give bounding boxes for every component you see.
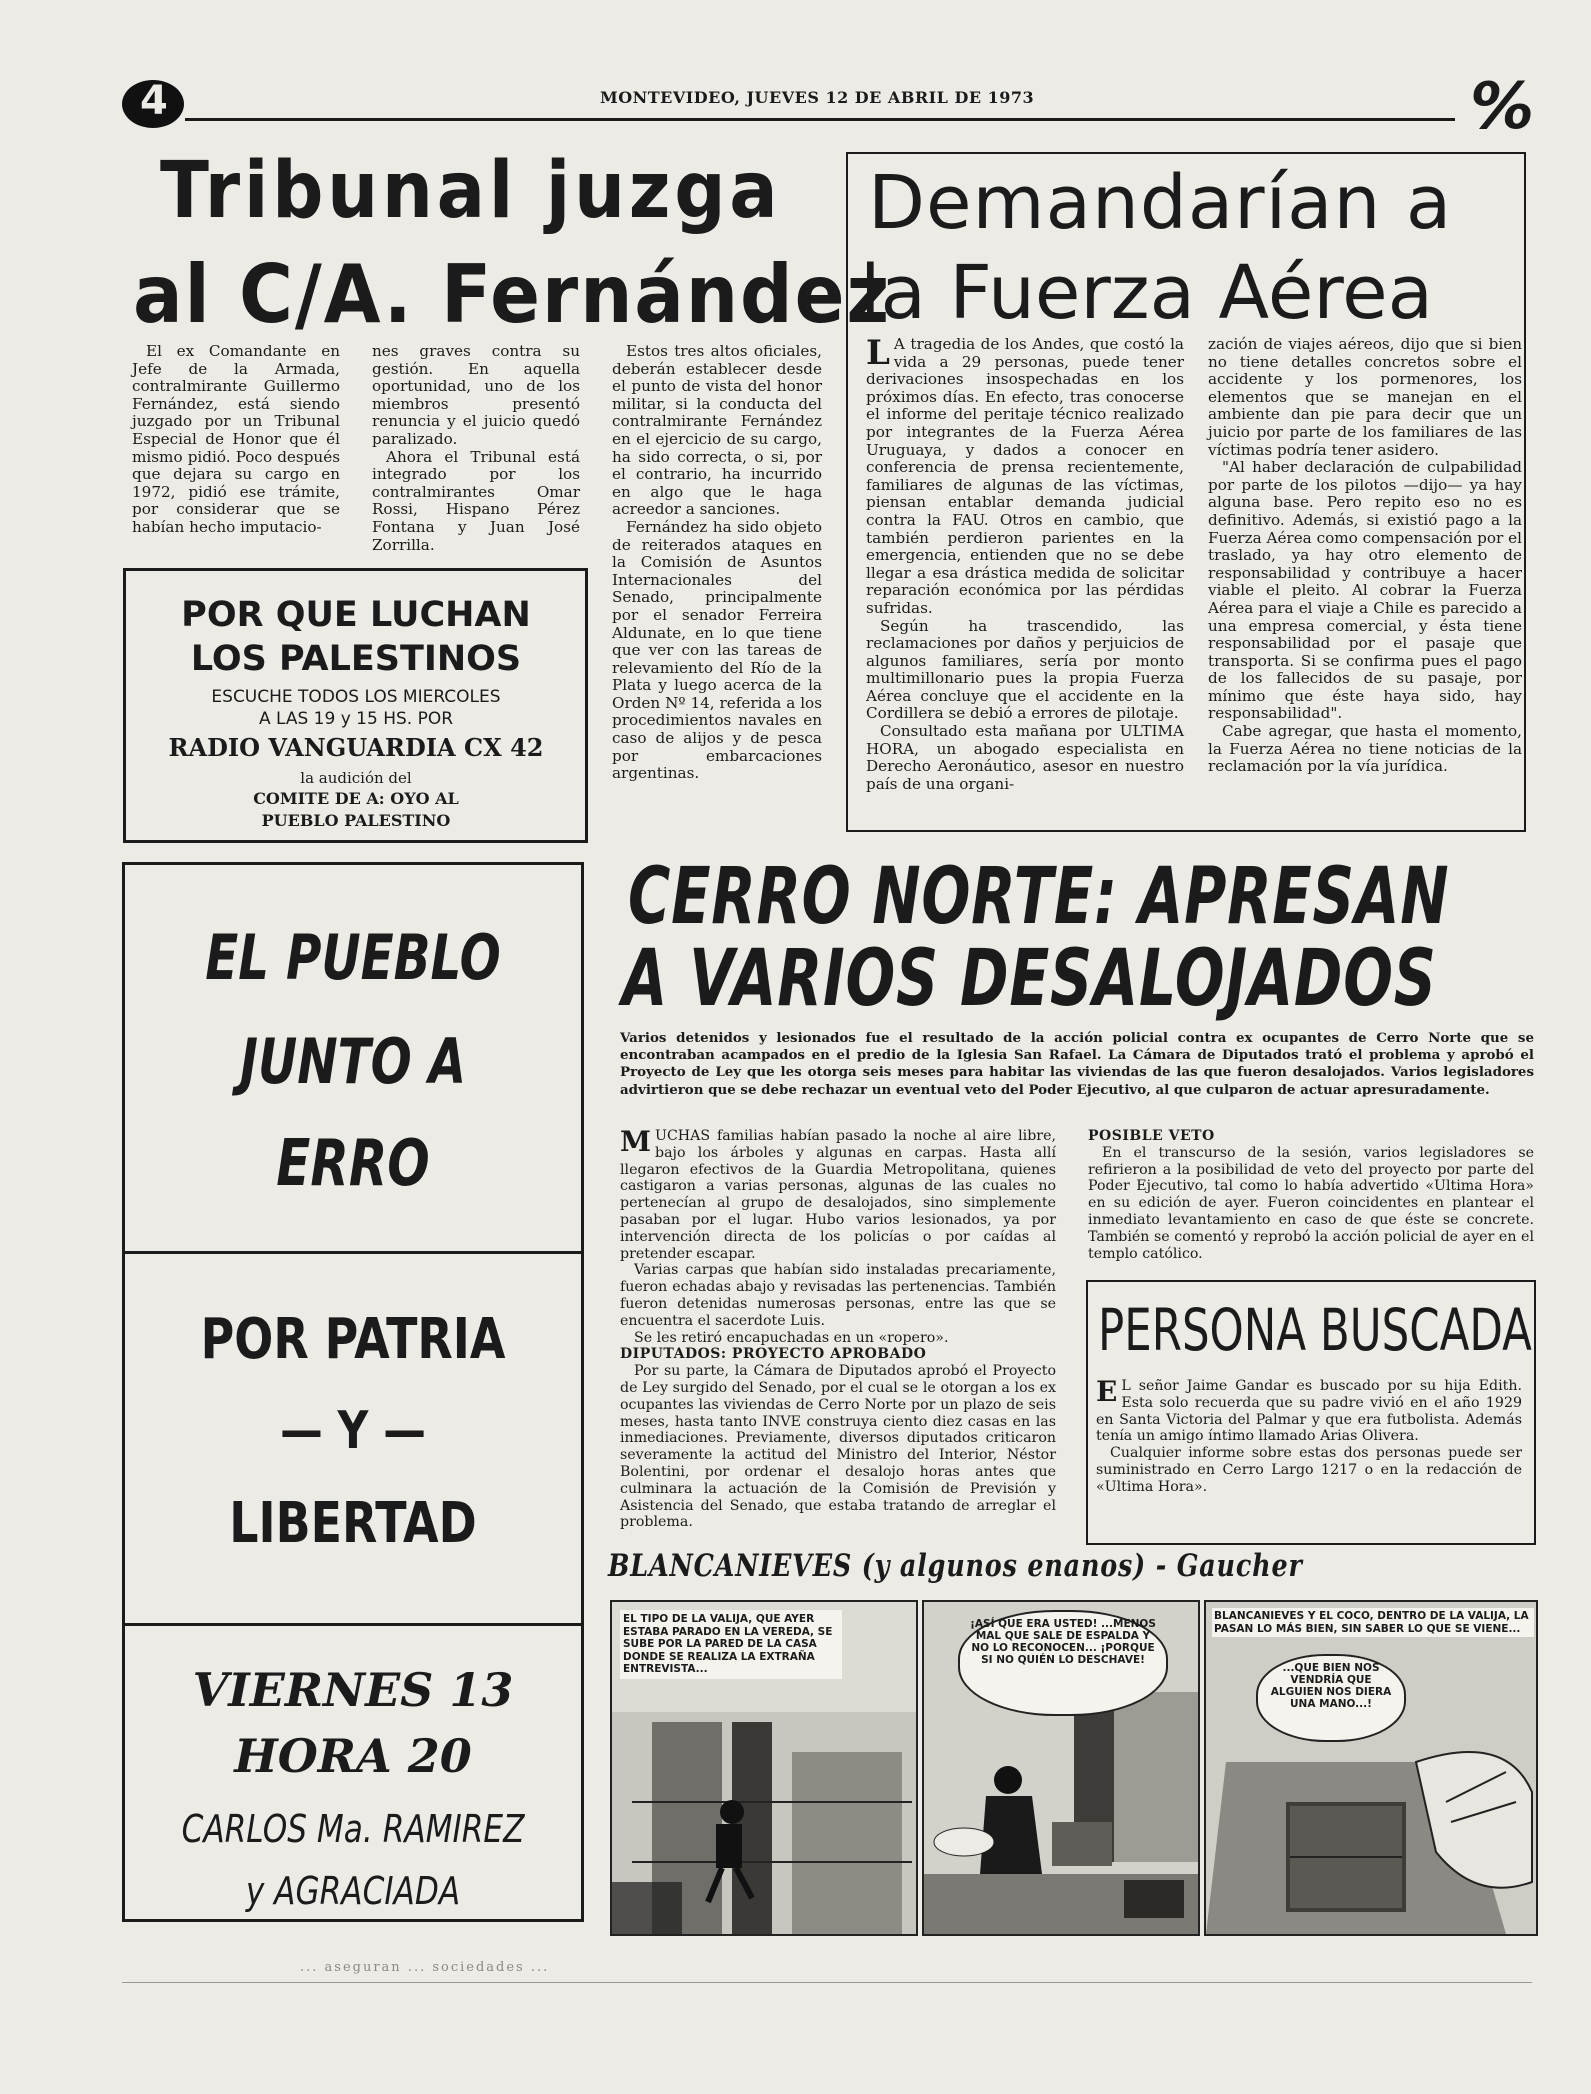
- dateline: MONTEVIDEO, JUEVES 12 DE ABRIL DE 1973: [600, 88, 1035, 107]
- tribunal-headline-1: Tribunal juzga: [160, 146, 782, 236]
- comic-panel-3-art: [1206, 1602, 1536, 1934]
- page-number: 4: [140, 78, 168, 124]
- tribunal-col2: nes graves contra su gestión. En aquella oportunidad, uno de los miembros presentó renuncia y el juicio quedó paralizado. Ahora el Tribunal está integrado por los contralmirantes Omar Rossi, Hispano Pérez Fontana y Juan José Zorrilla.: [372, 342, 580, 554]
- tribunal-headline-2: al C/A. Fernández: [133, 248, 892, 341]
- comic-panel-3-bubble: ...QUE BIEN NOS VENDRÍA QUE ALGUIEN NOS DIERA UNA MANO...!: [1256, 1654, 1406, 1742]
- comic-panel-1-caption: EL TIPO DE LA VALIJA, QUE AYER ESTABA PARADO EN LA VEREDA, SE SUBE POR LA PARED DE LA CASA DONDE SE REALIZA LA EXTRAÑA ENTREVISTA...: [620, 1610, 842, 1679]
- ad-palestinos-line8: PUEBLO PALESTINO: [261, 811, 451, 830]
- ad-erro-divider-2: [125, 1623, 581, 1626]
- tribunal-col3: Estos tres altos oficiales, deberán establecer desde el punto de vista del honor militar, si la conducta del contralmirante Fernández en el ejercicio de su cargo, ha sido correcta, o si, por el contrario, ha incurrido en algo que le haga acreedor a sanciones. Fernández ha sido objeto de reiterados ataques en la Comisión de Asuntos Internacionales del Senado, principalmente por el senador Ferreira Aldunate, en lo que tiene que ver con las tareas de relevamiento del Río de la Plata y luego acerca de la Orden Nº 14, referida a los procedimientos navales en caso de alijos y de pesca por embarcaciones argentinas.: [612, 342, 822, 783]
- ad-palestinos-line1: POR QUE LUCHAN: [181, 595, 531, 635]
- fuerza-aerea-headline-2: la Fuerza Aérea: [860, 250, 1434, 336]
- ad-palestinos-line4: A LAS 19 y 15 HS. POR: [258, 709, 454, 729]
- fuerza-aerea-col2: zación de viajes aéreos, dijo que si bien no tiene detalles concretos sobre el accidente y los pormenores, los elementos que se manejan en el ambiente dan pie para decir que un juicio por parte de los familiares de las víctimas podría tener asidero. "Al haber declaración de culpabilidad por parte de los pilotos —dijo— ya hay alguna base. Pero repito eso no es definitivo. Además, si existió pago a la Fuerza Aérea como compensación por el traslado, ya hay otro elemento de responsabilidad y contribuye a hacer viable el pleito. Al cobrar la Fuerza Aérea para el viaje a Chile es parecido a una empresa comercial, y ésta tiene responsabilidad por el pasaje que transporta. Si se confirma pues el pago de los fallecidos de su pasaje, por mínimo que éste haya sido, hay responsabilidad". Cabe agregar, que hasta el momento, la Fuerza Aérea no tiene noticias de la reclamación por la vía jurídica.: [1208, 335, 1522, 776]
- ad-erro-line5: — Y —: [280, 1401, 426, 1461]
- fuerza-aerea-col1: L A tragedia de los Andes, que costó la vida a 29 personas, puede tener derivaciones insospechadas en los próximos días. En efecto, tras conocerse el informe del peritaje técnico realizado por integrantes de la Fuerza Aérea Uruguaya, y dados a conocer en conferencia de prensa recientemente, familiares de algunas de las víctimas, piensan entablar demanda judicial contra la FAU. Otros en cambio, que también perdieron parientes en la emergencia, entienden que no se debe llegar a esa drástica medida de solicitar reparación económica por las pérdidas sufridas. Según ha trascendido, las reclamaciones por daños y perjuicios de algunos familiares, sería por monto multimillonario pues la propia Fuerza Aérea concluye que el accidente en la Cordillera se debió a errores de pilotaje. Consultado esta mañana por ULTIMA HORA, un abogado especialista en Derecho Aeronáutico, asesor en nuestro país de una organi-: [866, 333, 1184, 793]
- cerro-lead: Varios detenidos y lesionados fue el resultado de la acción policial contra ex ocupantes de Cerro Norte que se encontraban acampados en el predio de la Iglesia San Rafael. La Cámara de Diputados trató el problema y aprobó el Proyecto de Ley que les otorga seis meses para habitar las viviendas de las que fueron desalojados. Varios legisladores advirtieron que se debe rechazar un eventual veto del Poder Ejecutivo, al que culparon de actuar apresuradamente.: [620, 1030, 1534, 1098]
- comic-panel-1: [610, 1600, 918, 1936]
- comic-panel-3: [1204, 1600, 1538, 1936]
- ad-palestinos-line3: ESCUCHE TODOS LOS MIERCOLES: [211, 687, 501, 707]
- persona-body: E L señor Jaime Gandar es buscado por su hija Edith. Esta solo recuerda que su padre vivió en el año 1929 en Santa Victoria del Palmar y que era futbolista. Además tenía un amigo íntimo llamado Arias Olivera. Cualquier informe sobre estas dos personas puede ser suministrado en Cerro Largo 1217 o en la redacción de «Ultima Hora».: [1096, 1375, 1522, 1495]
- ad-palestinos-line5: RADIO VANGUARDIA CX 42: [168, 733, 544, 762]
- cerro-col1: MUCHAS familias habían pasado la noche al aire libre, bajo los árboles y algunas en carpas. Hasta allí llegaron efectivos de la Guardia Metropolitana, quienes castigaron a varias personas, algunas de las cuales no pertenecían al grupo de desalojados, sino simplemente pasaban por el lugar. Hubo varios lesionados, ya por intervención directa de los policías o por caídas al pretender escapar. Varias carpas que habían sido instaladas precariamente, fueron echadas abajo y revisadas las pertenencias. También fueron detenidas numerosas personas, entre las que se encuentra el sacerdote Luis. Se les retiró encapuchadas en un «ropero». DIPUTADOS: PROYECTO APROBADO Por su parte, la Cámara de Diputados aprobó el Proyecto de Ley surgido del Senado, por el cual se le otorgan a los ex ocupantes las viviendas de Cerro Norte por un plazo de seis meses, hasta tanto INVE construya ciento diez casas en las inmediaciones. Previamente, diversos diputados criticaron severamente la actitud del Ministro del Interior, Néstor Bolentini, por ordenar el desalojo horas antes que culminara la actuación de la Comisión de Previsión y Asistencia del Senado, que estaba tratando de arreglar el problema.: [620, 1125, 1056, 1531]
- fuerza-aerea-headline-1: Demandarían a: [868, 160, 1453, 246]
- newspaper-logo: %: [1470, 70, 1535, 144]
- comic-panel-2: [922, 1600, 1200, 1936]
- comic-panel-3-caption: BLANCANIEVES Y EL COCO, DENTRO DE LA VALIJA, LA PASAN LO MÁS BIEN, SIN SABER LO QUE SE VIENE...: [1212, 1608, 1534, 1637]
- ad-erro-line4: POR PATRIA: [200, 1307, 506, 1372]
- persona-headline: PERSONA BUSCADA: [1098, 1296, 1532, 1364]
- cerro-col2: POSIBLE VETO En el transcurso de la sesión, varios legisladores se refirieron a la posibilidad de veto del proyecto por parte del Poder Ejecutivo, tal como lo había advertido «Ultima Hora» en su edición de ayer. Fueron coincidentes en plantear el inmediato levantamiento en caso de que éste se concrete. También se comentó y reprobó la acción policial de ayer en el templo católico.: [1088, 1128, 1534, 1262]
- ad-erro-line6: LIBERTAD: [229, 1491, 477, 1556]
- ad-erro-line8: HORA 20: [234, 1729, 472, 1783]
- ad-palestinos-line6: la audición del: [300, 769, 412, 787]
- ad-erro-divider-1: [125, 1251, 581, 1254]
- cerro-headline-2: A VARIOS DESALOJADOS: [622, 934, 1437, 1024]
- ad-erro-line2: JUNTO A: [239, 1025, 467, 1098]
- cerro-headline-1: CERRO NORTE: APRESAN: [628, 852, 1450, 942]
- ad-erro-line9: CARLOS Ma. RAMIREZ: [181, 1807, 525, 1851]
- ad-erro-line3: ERRO: [276, 1127, 430, 1201]
- ad-erro: [122, 862, 584, 1922]
- tribunal-col1: El ex Comandante en Jefe de la Armada, contralmirante Guillermo Fernández, está siendo juzgado por un Tribunal Especial de Honor que él mismo pidió. Poco después que dejara su cargo en 1972, pidió ese trámite, por considerar que se habían hecho imputacio-: [132, 342, 340, 536]
- comic-title: BLANCANIEVES (y algunos enanos) - Gaucher: [608, 1548, 1303, 1584]
- ad-palestinos-line7: COMITE DE A: OYO AL: [253, 789, 459, 808]
- ad-erro-line7: VIERNES 13: [192, 1663, 514, 1717]
- bottom-rule: [122, 1982, 1532, 1983]
- ad-palestinos-line2: LOS PALESTINOS: [190, 639, 522, 679]
- bottom-faded-text: ... aseguran ... sociedades ...: [300, 1960, 550, 1975]
- ad-erro-line1: EL PUEBLO: [205, 921, 501, 994]
- header-rule: [185, 118, 1455, 121]
- ad-erro-line10: y AGRACIADA: [245, 1869, 461, 1913]
- comic-panel-2-bubble: ¡ASÍ QUE ERA USTED! ...MENOS MAL QUE SALE DE ESPALDA Y NO LO RECONOCEN... ¡PORQUE SI NO QUIÉN LO DESCHAVE!: [958, 1610, 1168, 1716]
- ad-palestinos: [123, 568, 588, 843]
